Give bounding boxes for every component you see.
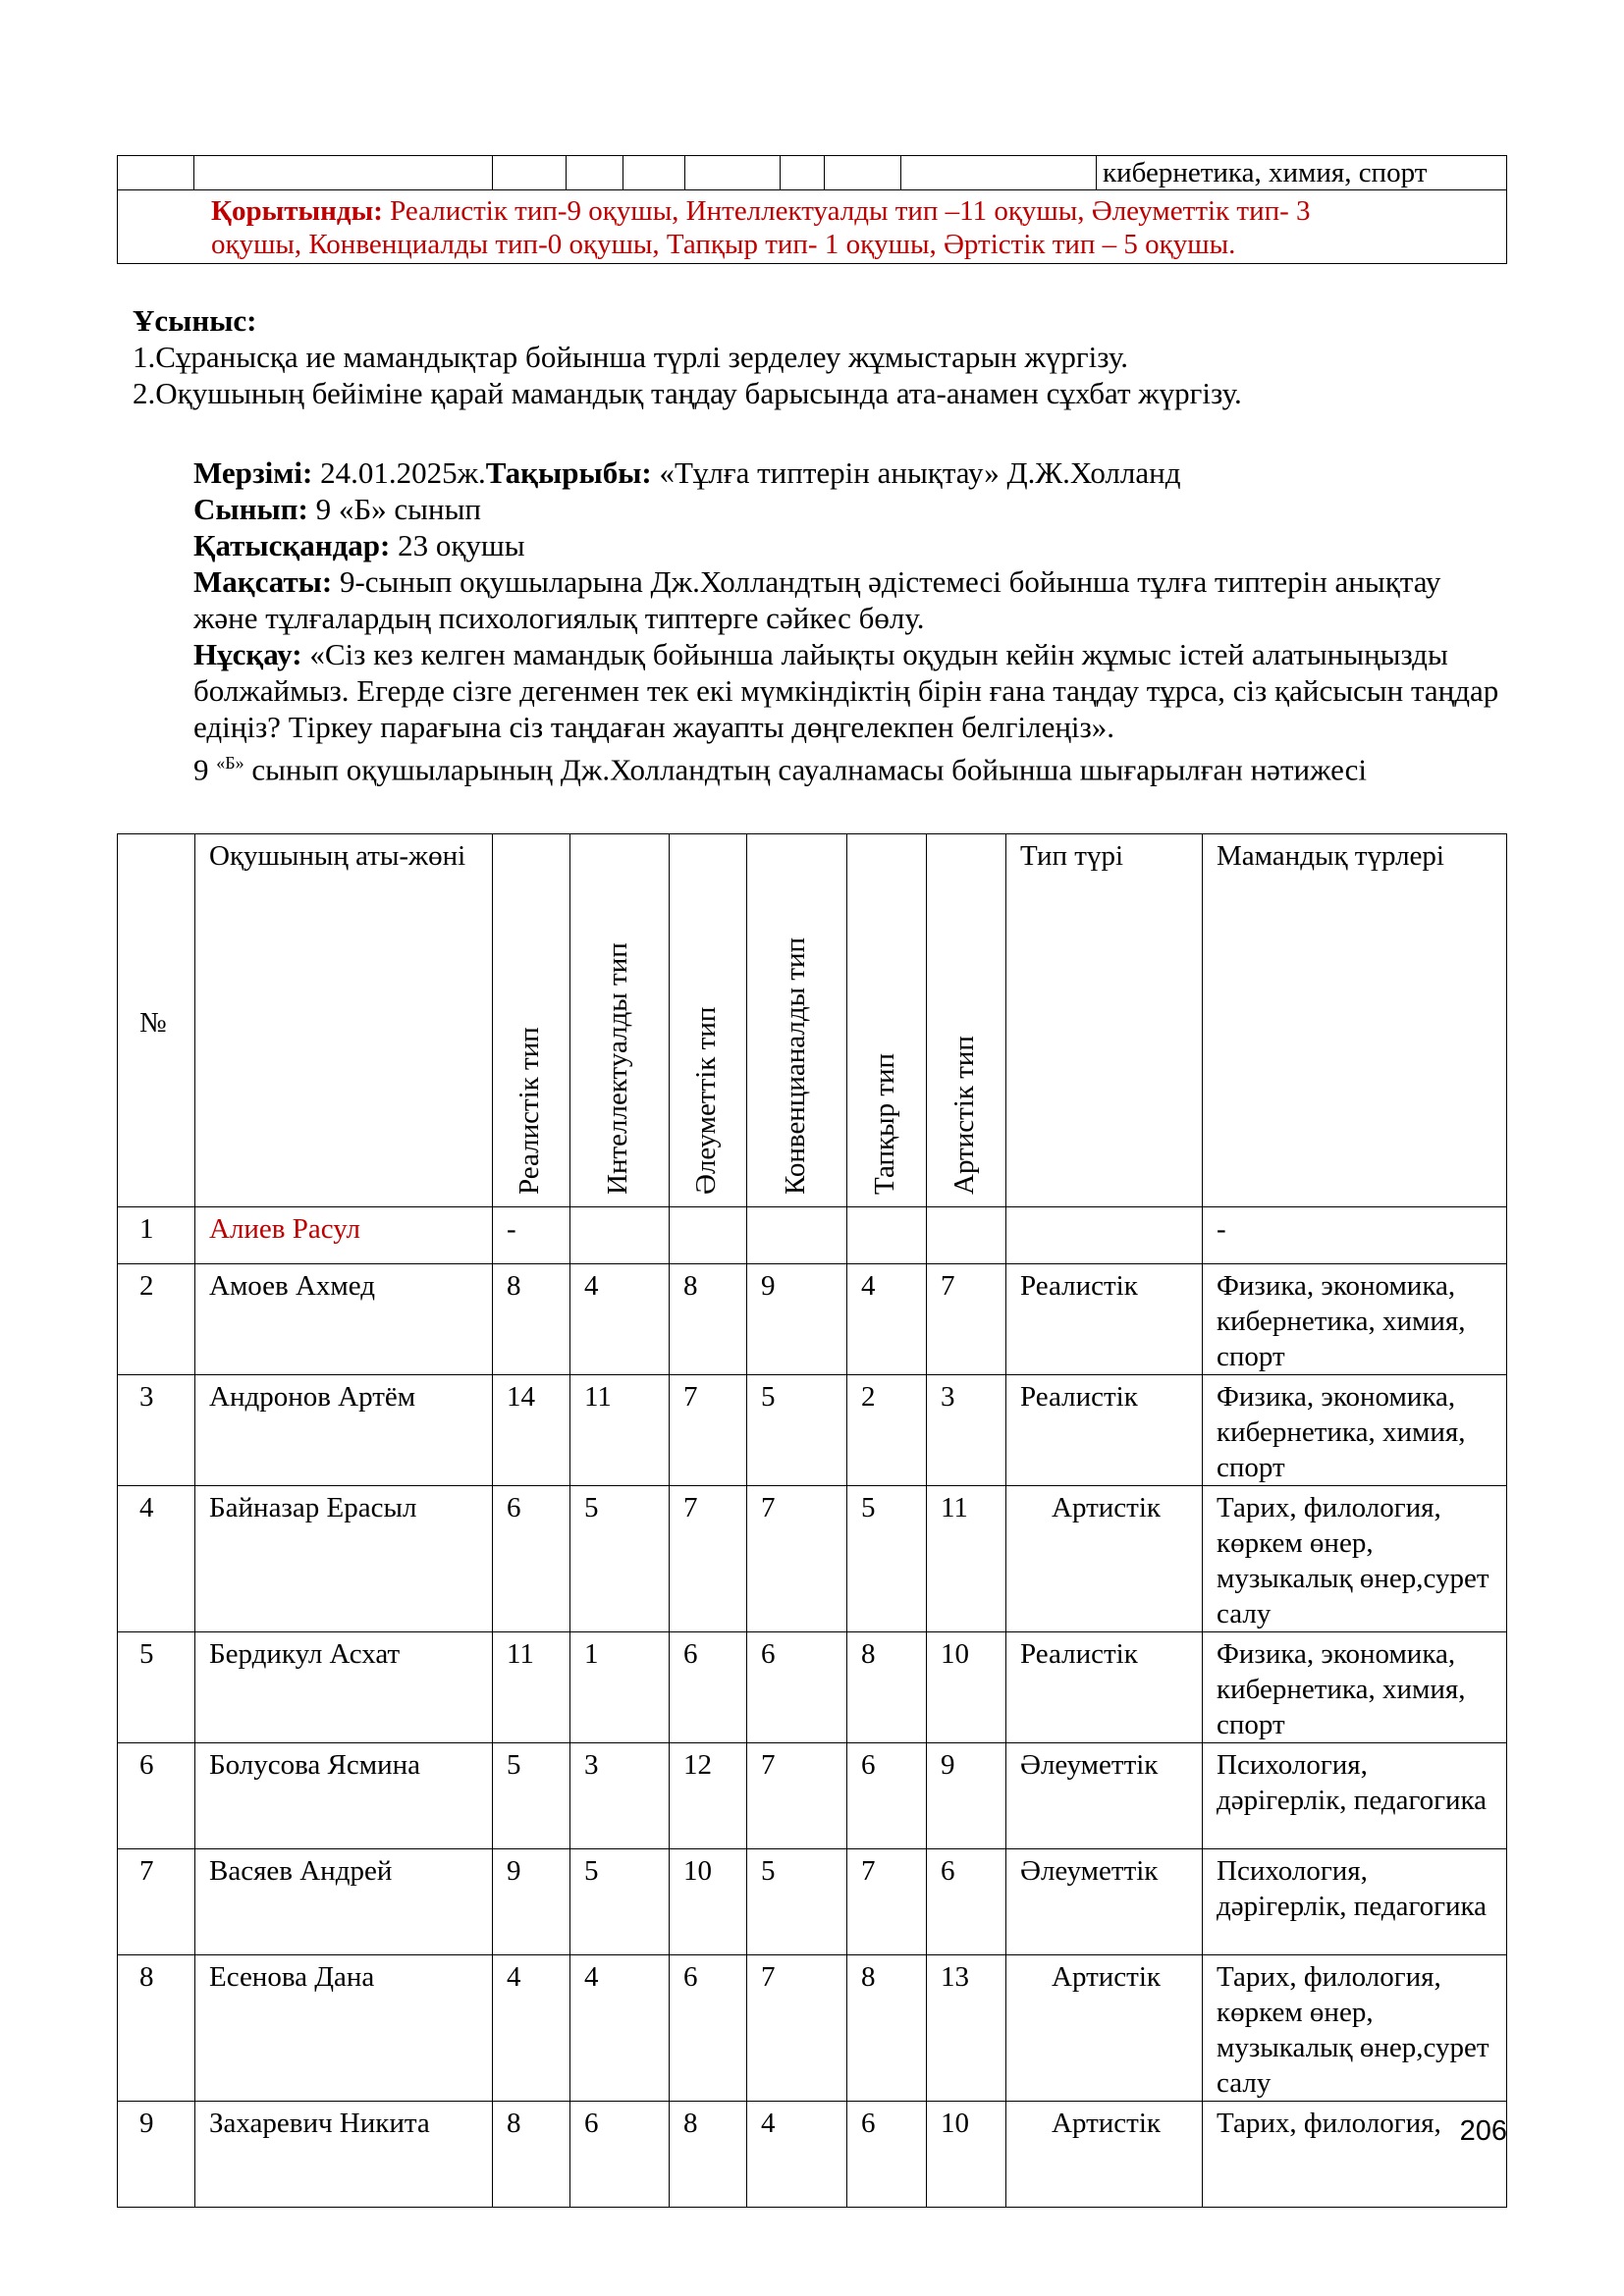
student-name: Андронов Артём — [195, 1375, 493, 1486]
professions-cell: Тарих, филология, көркем өнер, музыкалық өнер,сурет салу — [1203, 1955, 1507, 2102]
table-row — [118, 1264, 1507, 1375]
professions-cell: Физика, экономика, кибернетика, химия, спорт — [1203, 1375, 1507, 1486]
professions-cell: Тарих, филология, көркем өнер, музыкалық өнер,сурет салу — [1203, 1486, 1507, 1632]
header-type: Тип түрі — [1006, 834, 1203, 1207]
artistic-score: 6 — [927, 1849, 1006, 1955]
professions-cell: - — [1203, 1207, 1507, 1264]
artistic-score: 9 — [927, 1743, 1006, 1849]
row-number: 3 — [118, 1375, 195, 1486]
professions-cell: Тарих, филология, — [1203, 2102, 1507, 2208]
realistic-score: 14 — [493, 1375, 570, 1486]
realistic-score: 5 — [493, 1743, 570, 1849]
professions-cell: Психология, дәрігерлік, педагогика — [1203, 1743, 1507, 1849]
class-value: 9 «Б» сынып — [307, 492, 481, 526]
date-value: 24.01.2025ж. — [312, 455, 486, 490]
recommendation-title: Ұсыныс: — [133, 303, 257, 338]
artistic-score: 10 — [927, 2102, 1006, 2208]
social-score: 7 — [670, 1486, 747, 1632]
row-number: 2 — [118, 1264, 195, 1375]
conclusion-cell — [118, 190, 1507, 264]
conventional-score: 5 — [747, 1849, 847, 1955]
social-score: 12 — [670, 1743, 747, 1849]
page-number: 206 — [1459, 2115, 1507, 2147]
goal-label: Мақсаты: — [193, 564, 333, 599]
table-row — [118, 1743, 1507, 1849]
student-name: Есенова Дана — [195, 1955, 493, 2102]
enterprising-score: 6 — [847, 1743, 927, 1849]
row-number: 8 — [118, 1955, 195, 2102]
row-number: 9 — [118, 2102, 195, 2208]
instruction-label: Нұсқау: — [193, 637, 302, 671]
enterprising-score: 2 — [847, 1375, 927, 1486]
table-row — [118, 1849, 1507, 1955]
row-number: 7 — [118, 1849, 195, 1955]
date-topic-line — [193, 454, 1509, 491]
conclusion-text-1: Реалистік тип-9 оқушы, Интеллектуалды тип –11 оқушы, Әлеуметтік тип- 3 — [382, 195, 1311, 227]
type-cell: Реалистік — [1006, 1632, 1203, 1743]
caption-prefix: 9 — [193, 752, 217, 787]
date-label: Мерзімі: — [193, 455, 313, 490]
type-cell: Артистік — [1006, 1486, 1203, 1632]
student-name: Захаревич Никита — [195, 2102, 493, 2208]
professions-cell: Психология, дәрігерлік, педагогика — [1203, 1849, 1507, 1955]
class-label: Сынып: — [193, 492, 308, 526]
conventional-score: 5 — [747, 1375, 847, 1486]
type-cell: Әлеуметтік — [1006, 1849, 1203, 1955]
social-score: 7 — [670, 1375, 747, 1486]
goal-line — [193, 563, 1509, 636]
conventional-score: 9 — [747, 1264, 847, 1375]
social-score: 6 — [670, 1632, 747, 1743]
conventional-score: 7 — [747, 1955, 847, 2102]
type-cell: Реалистік — [1006, 1375, 1203, 1486]
instruction-value: «Сіз кез келген мамандық бойынша лайықты оқудын кейін жұмыс істей алатыныңызды болжаймыз. Егерде сізге дегенмен тек екі мүмкіндіктің бірін ғана таңдау тұрса, сіз қайсысын таңдар едіңіз? Тіркеу парағына сіз таңдаған жауапты дөңгелекпен белгілеңіз». — [193, 637, 1499, 744]
conventional-score: 4 — [747, 2102, 847, 2208]
intellectual-score: 5 — [570, 1486, 670, 1632]
table-row — [118, 1375, 1507, 1486]
table-row — [118, 156, 1507, 190]
table-row — [118, 1632, 1507, 1743]
artistic-score: 7 — [927, 1264, 1006, 1375]
type-cell: Әлеуметтік — [1006, 1743, 1203, 1849]
enterprising-score: 7 — [847, 1849, 927, 1955]
social-score: 6 — [670, 1955, 747, 2102]
intellectual-score: 6 — [570, 2102, 670, 2208]
header-social: Әлеуметтік тип — [670, 834, 747, 1207]
enterprising-score: 8 — [847, 1955, 927, 2102]
header-artistic: Артистік тип — [927, 834, 1006, 1207]
participants-value: 23 оқушы — [390, 528, 525, 562]
intellectual-score — [570, 1207, 670, 1264]
conclusion-label: Қорытынды: — [211, 195, 383, 227]
intellectual-score: 1 — [570, 1632, 670, 1743]
participants-label: Қатысқандар: — [193, 528, 391, 562]
results-table — [117, 833, 1507, 2208]
conclusion-row — [118, 190, 1507, 264]
header-conventional: Конвенцианалды тип — [747, 834, 847, 1207]
student-name: Амоев Ахмед — [195, 1264, 493, 1375]
student-name: Болусова Ясмина — [195, 1743, 493, 1849]
realistic-score: 8 — [493, 1264, 570, 1375]
class-line — [193, 491, 1509, 527]
table-row — [118, 1486, 1507, 1632]
recommendation-item: 1.Сұранысқа ие мамандықтар бойынша түрлі зерделеу жұмыстарын жүргізу. — [133, 340, 1128, 374]
realistic-score: 6 — [493, 1486, 570, 1632]
type-cell: Артистік — [1006, 1955, 1203, 2102]
social-score — [670, 1207, 747, 1264]
social-score: 8 — [670, 1264, 747, 1375]
realistic-score: 4 — [493, 1955, 570, 2102]
student-name: Алиев Расул — [195, 1207, 493, 1264]
recommendation-section — [133, 302, 1507, 411]
table-caption — [193, 745, 1509, 787]
realistic-score: 11 — [493, 1632, 570, 1743]
header-num: № — [118, 834, 195, 1207]
intellectual-score: 5 — [570, 1849, 670, 1955]
header-realistic: Реалистік тип — [493, 834, 570, 1207]
social-score: 10 — [670, 1849, 747, 1955]
participants-line — [193, 527, 1509, 563]
header-professions: Мамандық түрлері — [1203, 834, 1507, 1207]
type-cell: Артистік — [1006, 2102, 1203, 2208]
intellectual-score: 4 — [570, 1955, 670, 2102]
type-cell — [1006, 1207, 1203, 1264]
enterprising-score — [847, 1207, 927, 1264]
realistic-score: 9 — [493, 1849, 570, 1955]
conventional-score — [747, 1207, 847, 1264]
table-row — [118, 1207, 1507, 1264]
artistic-score — [927, 1207, 1006, 1264]
top-table — [117, 155, 1507, 264]
enterprising-score: 5 — [847, 1486, 927, 1632]
row-number: 1 — [118, 1207, 195, 1264]
conventional-score: 7 — [747, 1743, 847, 1849]
social-score: 8 — [670, 2102, 747, 2208]
table-row — [118, 1955, 1507, 2102]
professions-cell: Физика, экономика, кибернетика, химия, спорт — [1203, 1264, 1507, 1375]
topic-value: «Тұлға типтерін анықтау» Д.Ж.Холланд — [651, 455, 1181, 490]
artistic-score: 13 — [927, 1955, 1006, 2102]
student-name: Бердикул Асхат — [195, 1632, 493, 1743]
caption-rest: сынып оқушыларының Дж.Холландтың сауалнамасы бойынша шығарылған нәтижесі — [244, 752, 1367, 787]
artistic-score: 10 — [927, 1632, 1006, 1743]
enterprising-score: 8 — [847, 1632, 927, 1743]
artistic-score: 11 — [927, 1486, 1006, 1632]
info-section — [193, 454, 1509, 787]
header-name: Оқушының аты-жөні — [195, 834, 493, 1207]
professions-cell: кибернетика, химия, спорт — [1097, 156, 1507, 190]
table-row — [118, 2102, 1507, 2208]
topic-label: Тақырыбы: — [485, 455, 652, 490]
instruction-line — [193, 636, 1509, 745]
row-number: 5 — [118, 1632, 195, 1743]
header-enterprising: Тапқыр тип — [847, 834, 927, 1207]
header-row — [118, 834, 1507, 1207]
student-name: Васяев Андрей — [195, 1849, 493, 1955]
caption-sup: «Б» — [216, 753, 244, 773]
student-name: Байназар Ерасыл — [195, 1486, 493, 1632]
enterprising-score: 6 — [847, 2102, 927, 2208]
intellectual-score: 11 — [570, 1375, 670, 1486]
enterprising-score: 4 — [847, 1264, 927, 1375]
row-number: 4 — [118, 1486, 195, 1632]
professions-cell: Физика, экономика, кибернетика, химия, спорт — [1203, 1632, 1507, 1743]
header-intellectual: Интеллектуалды тип — [570, 834, 670, 1207]
conventional-score: 6 — [747, 1632, 847, 1743]
row-number: 6 — [118, 1743, 195, 1849]
recommendation-item: 2.Оқушының бейіміне қарай мамандық таңдау барысында ата-анамен сұхбат жүргізу. — [133, 376, 1242, 410]
goal-value: 9-сынып оқушыларына Дж.Холландтың әдістемесі бойынша тұлға типтерін анықтау және тұлғалардың психологиялық типтерге сәйкес бөлу. — [193, 564, 1441, 635]
intellectual-score: 3 — [570, 1743, 670, 1849]
intellectual-score: 4 — [570, 1264, 670, 1375]
conclusion-text-2: оқушы, Конвенциалды тип-0 оқушы, Тапқыр тип- 1 оқушы, Әртістік тип – 5 оқушы. — [211, 229, 1236, 260]
artistic-score: 3 — [927, 1375, 1006, 1486]
conventional-score: 7 — [747, 1486, 847, 1632]
realistic-score: - — [493, 1207, 570, 1264]
type-cell: Реалистік — [1006, 1264, 1203, 1375]
realistic-score: 8 — [493, 2102, 570, 2208]
